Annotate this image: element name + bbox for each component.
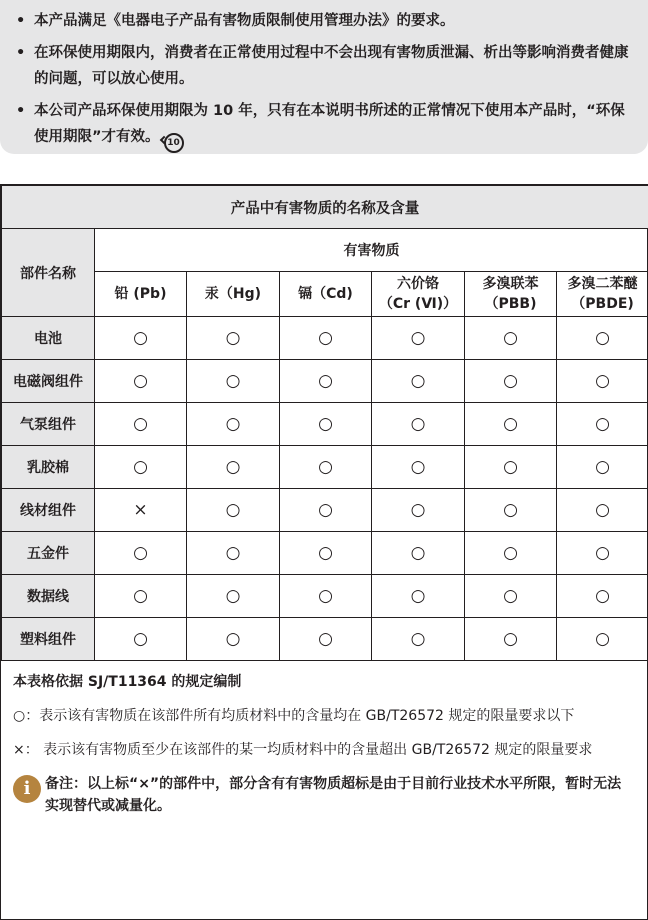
substance-cell — [465, 403, 557, 446]
substance-header: 有害物质 — [95, 229, 648, 272]
within-limit-mark: ○ — [318, 543, 333, 563]
within-limit-mark: ○ — [133, 328, 148, 348]
within-limit-mark: ○ — [318, 457, 333, 477]
within-limit-mark: ○ — [410, 543, 426, 563]
bullet: • — [16, 103, 26, 119]
within-limit-mark: ○ — [133, 371, 148, 391]
within-limit-mark: ○ — [133, 414, 148, 434]
cross-definition: ×： 表示该有害物质至少在该部件的某一均质材料中的含量超出 GB/T26572 规定的限量要求 — [13, 742, 593, 758]
within-limit-mark: ○ — [503, 629, 518, 649]
part-name-header: 部件名称 — [2, 229, 95, 317]
table-row — [2, 360, 648, 403]
substance-cell — [187, 489, 280, 532]
column-header-line1: 多溴联苯 — [482, 276, 539, 292]
within-limit-mark: ○ — [225, 586, 241, 606]
bullet: • — [16, 45, 26, 61]
within-limit-mark: ○ — [595, 500, 610, 520]
table-row — [2, 489, 648, 532]
substance-cell — [372, 403, 465, 446]
substance-cell — [95, 575, 187, 618]
within-limit-mark: ○ — [225, 328, 241, 348]
substance-column-header — [557, 272, 648, 317]
substance-cell — [465, 489, 557, 532]
within-limit-mark: ○ — [318, 629, 333, 649]
substance-cell — [557, 446, 648, 489]
substance-cell — [280, 489, 372, 532]
substance-cell — [557, 403, 648, 446]
substance-cell — [372, 532, 465, 575]
table-row — [2, 403, 648, 446]
notes-section — [1, 661, 647, 817]
substance-cell — [280, 360, 372, 403]
hazardous-substance-sheet — [0, 184, 648, 920]
substance-cell — [187, 532, 280, 575]
within-limit-mark: ○ — [410, 457, 426, 477]
within-limit-mark: ○ — [595, 543, 610, 563]
column-header-line2: （Cr (Ⅵ)） — [378, 296, 458, 312]
substance-cell — [280, 575, 372, 618]
substance-cell — [557, 360, 648, 403]
substance-cell — [95, 532, 187, 575]
substance-cell — [465, 446, 557, 489]
column-header-line2: （PBDE) — [571, 296, 634, 312]
exceeds-limit-mark: × — [133, 500, 148, 520]
within-limit-mark: ○ — [503, 371, 518, 391]
part-name-cell: 线材组件 — [2, 489, 95, 532]
within-limit-mark: ○ — [318, 414, 333, 434]
substance-cell — [280, 403, 372, 446]
substance-cell — [280, 317, 372, 360]
within-limit-mark: ○ — [410, 629, 426, 649]
part-name-cell: 电磁阀组件 — [2, 360, 95, 403]
table-row — [2, 575, 648, 618]
substance-cell — [95, 446, 187, 489]
standard-basis-note: 本表格依据 SJ/T11364 的规定编制 — [13, 674, 242, 690]
within-limit-mark: ○ — [318, 500, 333, 520]
substance-column-header — [187, 272, 280, 317]
within-limit-mark: ○ — [133, 586, 148, 606]
substance-cell — [557, 575, 648, 618]
part-name-cell: 乳胶棉 — [2, 446, 95, 489]
within-limit-mark: ○ — [595, 629, 610, 649]
substance-cell — [95, 403, 187, 446]
within-limit-mark: ○ — [318, 586, 333, 606]
substance-cell — [465, 618, 557, 661]
substance-cell — [372, 446, 465, 489]
substance-cell — [187, 575, 280, 618]
substance-cell — [557, 532, 648, 575]
column-header-line1: 汞（Hg) — [204, 286, 262, 302]
table-row — [2, 446, 648, 489]
within-limit-mark: ○ — [225, 414, 241, 434]
part-name-cell: 数据线 — [2, 575, 95, 618]
substance-cell — [372, 317, 465, 360]
part-name-cell: 气泵组件 — [2, 403, 95, 446]
substance-cell — [95, 360, 187, 403]
column-header-line2: （PBB) — [484, 296, 537, 312]
hazardous-substance-table — [1, 185, 648, 661]
part-name-cell: 五金件 — [2, 532, 95, 575]
info-icon: i — [13, 775, 41, 803]
within-limit-mark: ○ — [503, 457, 518, 477]
remark — [13, 773, 635, 817]
within-limit-mark: ○ — [503, 328, 518, 348]
within-limit-mark: ○ — [410, 414, 426, 434]
within-limit-mark: ○ — [503, 586, 518, 606]
circle-definition: ○：表示该有害物质在该部件所有均质材料中的含量均在 GB/T26572 规定的限量要求以下 — [13, 708, 575, 724]
within-limit-mark: ○ — [318, 328, 333, 348]
within-limit-mark: ○ — [595, 328, 610, 348]
within-limit-mark: ○ — [225, 457, 241, 477]
substance-cell — [187, 317, 280, 360]
within-limit-mark: ○ — [133, 629, 148, 649]
within-limit-mark: ○ — [595, 414, 610, 434]
table-row — [2, 317, 648, 360]
within-limit-mark: ○ — [133, 543, 148, 563]
substance-cell — [95, 618, 187, 661]
within-limit-mark: ○ — [133, 457, 148, 477]
within-limit-mark: ○ — [595, 457, 610, 477]
substance-cell — [372, 489, 465, 532]
within-limit-mark: ○ — [410, 371, 426, 391]
within-limit-mark: ○ — [595, 586, 610, 606]
substance-cell — [372, 618, 465, 661]
substance-cell — [372, 575, 465, 618]
substance-cell — [465, 575, 557, 618]
substance-cell — [557, 618, 648, 661]
eco-period-icon: 10 — [164, 133, 184, 153]
column-header-line1: 六价铬 — [397, 276, 439, 292]
within-limit-mark: ○ — [225, 629, 241, 649]
within-limit-mark: ○ — [225, 543, 241, 563]
table-row — [2, 618, 648, 661]
notice-item — [14, 40, 634, 92]
bullet: • — [16, 13, 26, 29]
within-limit-mark: ○ — [503, 414, 518, 434]
within-limit-mark: ○ — [410, 500, 426, 520]
substance-cell — [372, 360, 465, 403]
part-name-cell: 电池 — [2, 317, 95, 360]
column-header-line1: 镉（Cd) — [298, 286, 353, 302]
within-limit-mark: ○ — [410, 586, 426, 606]
table-title: 产品中有害物质的名称及含量 — [2, 186, 648, 229]
within-limit-mark: ○ — [503, 500, 518, 520]
within-limit-mark: ○ — [225, 500, 241, 520]
within-limit-mark: ○ — [595, 371, 610, 391]
substance-cell — [280, 532, 372, 575]
column-header-line1: 铅 (Pb) — [114, 286, 167, 302]
substance-cell — [187, 446, 280, 489]
substance-cell — [95, 489, 187, 532]
column-header-line1: 多溴二苯醚 — [567, 276, 638, 292]
substance-cell — [557, 317, 648, 360]
substance-cell — [187, 618, 280, 661]
substance-cell — [280, 446, 372, 489]
remark-text: 备注：以上标“×”的部件中，部分含有有害物质超标是由于目前行业技术水平所限，暂时无法实现替代或减量化。 — [45, 776, 622, 814]
notice-text: 在环保使用期限内，消费者在正常使用过程中不会出现有害物质泄漏、析出等影响消费者健康的问题，可以放心使用。 — [34, 45, 629, 87]
part-name-cell: 塑料组件 — [2, 618, 95, 661]
substance-cell — [187, 403, 280, 446]
substance-cell — [465, 317, 557, 360]
within-limit-mark: ○ — [225, 371, 241, 391]
within-limit-mark: ○ — [318, 371, 333, 391]
within-limit-mark: ○ — [410, 328, 426, 348]
notice-item — [14, 98, 634, 153]
notice-text: 本公司产品环保使用期限为 10 年，只有在本说明书所述的正常情况下使用本产品时，“环保使用期限”才有效。 — [34, 103, 625, 145]
substance-column-header — [280, 272, 372, 317]
substance-cell — [280, 618, 372, 661]
substance-cell — [465, 360, 557, 403]
substance-cell — [557, 489, 648, 532]
substance-column-header — [95, 272, 187, 317]
within-limit-mark: ○ — [503, 543, 518, 563]
notice-text: 本产品满足《电器电子产品有害物质限制使用管理办法》的要求。 — [34, 13, 455, 29]
substance-cell — [465, 532, 557, 575]
table-row — [2, 532, 648, 575]
notice-item — [14, 8, 634, 34]
environmental-notice — [0, 0, 648, 154]
substance-cell — [95, 317, 187, 360]
substance-column-header — [465, 272, 557, 317]
substance-cell — [187, 360, 280, 403]
substance-column-header — [372, 272, 465, 317]
